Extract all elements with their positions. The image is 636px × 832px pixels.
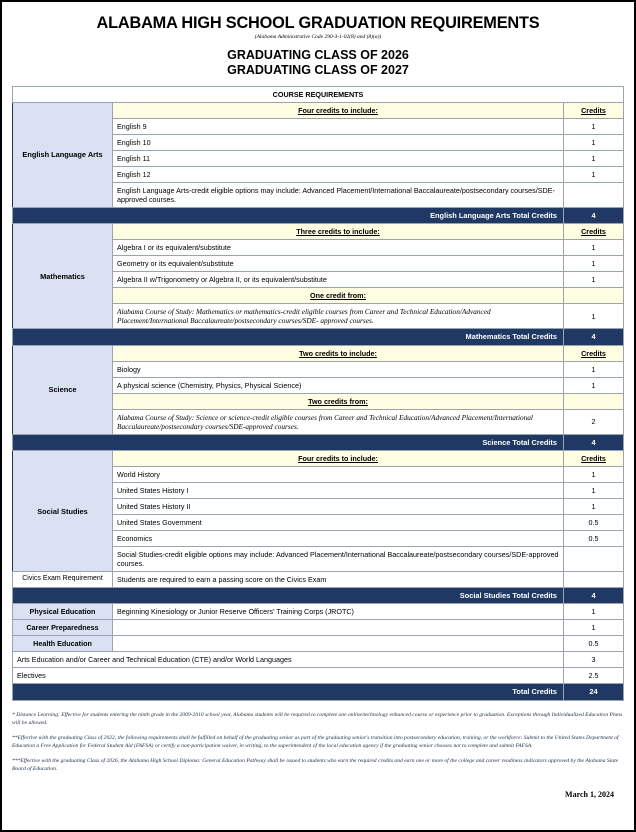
course-name: English Language Arts-credit eligible options may include: Advanced Placement/International Baccalaureate/postsecondary courses/SDE-approved courses. <box>113 183 564 208</box>
course-name: English 11 <box>113 151 564 167</box>
course-credits: 1 <box>564 604 624 620</box>
course-credits: 1 <box>564 151 624 167</box>
course-name: Alabama Course of Study: Science or science-credit eligible courses from Career and Technical Education/Advanced Placement/International Baccalaureate/postsecondary courses/SDE-approved courses. <box>113 409 564 434</box>
course-credits: 2 <box>564 409 624 434</box>
course-name: English 10 <box>113 135 564 151</box>
credits-header-math: Credits <box>564 224 624 240</box>
credits-header-science: Credits <box>564 345 624 361</box>
course-credits: 1 <box>564 467 624 483</box>
civics-exam-text: Students are required to earn a passing score on the Civics Exam <box>113 572 564 588</box>
total-row-math <box>13 329 624 345</box>
civics-row <box>13 572 624 588</box>
course-credits: 1 <box>564 256 624 272</box>
graduating-class-block <box>12 48 624 78</box>
instruction-science: Two credits to include: <box>113 345 564 361</box>
course-credits <box>564 183 624 208</box>
course-name: United States History II <box>113 499 564 515</box>
course-name: United States History I <box>113 483 564 499</box>
course-name <box>113 636 564 652</box>
requirements-table <box>12 86 624 701</box>
electives-credits: 2.5 <box>564 668 624 684</box>
table-row <box>13 451 624 467</box>
table-row <box>13 668 624 684</box>
course-credits: 1 <box>564 361 624 377</box>
instruction-science-2-credits <box>564 393 624 409</box>
course-name <box>113 620 564 636</box>
course-credits: 0.5 <box>564 531 624 547</box>
course-name: English 12 <box>113 167 564 183</box>
total-value: 4 <box>564 329 624 345</box>
total-label: English Language Arts Total Credits <box>13 208 564 224</box>
course-credits: 1 <box>564 304 624 329</box>
total-row-ela <box>13 208 624 224</box>
grand-total-row <box>13 684 624 700</box>
instruction-math: Three credits to include: <box>113 224 564 240</box>
total-value: 4 <box>564 208 624 224</box>
course-credits: 1 <box>564 167 624 183</box>
instruction-math-2-credits <box>564 288 624 304</box>
civics-exam-label: Civics Exam Requirement <box>13 572 113 588</box>
civics-exam-credits <box>564 572 624 588</box>
table-row <box>13 103 624 119</box>
table-row <box>13 636 624 652</box>
course-name: Social Studies-credit eligible options may include: Advanced Placement/International Baccalaureate/postsecondary courses/SDE-approved courses. <box>113 547 564 572</box>
table-row <box>13 604 624 620</box>
document-date: March 1, 2024 <box>565 790 614 800</box>
table-row <box>13 224 624 240</box>
course-name: A physical science (Chemistry, Physics, Physical Science) <box>113 377 564 393</box>
arts-cte-world-languages-label: Arts Education and/or Career and Technical Education (CTE) and/or World Languages <box>13 652 564 668</box>
course-credits: 1 <box>564 135 624 151</box>
footnote-general-education-pathway: ***Effective with the graduating Class of 2026, the Alabama High School Diploma: General Education Pathway shall be issued to students who earn the required credits and earn one or more of the college and career readiness indicators approved by the Alabama State Board of Education. <box>12 758 619 773</box>
course-credits: 1 <box>564 483 624 499</box>
graduating-class-2026: GRADUATING CLASS OF 2026 <box>227 48 409 62</box>
course-name: Geometry or its equivalent/substitute <box>113 256 564 272</box>
course-credits: 1 <box>564 620 624 636</box>
course-name: English 9 <box>113 119 564 135</box>
instruction-science-2: Two credits from: <box>113 393 564 409</box>
total-value: 4 <box>564 434 624 450</box>
course-credits: 1 <box>564 240 624 256</box>
course-name: Economics <box>113 531 564 547</box>
instruction-math-2: One credit from: <box>113 288 564 304</box>
subject-physical-education: Physical Education <box>13 604 113 620</box>
instruction-social-studies: Four credits to include: <box>113 451 564 467</box>
course-name: Biology <box>113 361 564 377</box>
course-credits: 1 <box>564 377 624 393</box>
subject-social-studies: Social Studies <box>13 451 113 572</box>
page-title: ALABAMA HIGH SCHOOL GRADUATION REQUIREMENTS <box>96 13 540 32</box>
page-subtitle: (Alabama Administrative Code 290-3-1-02(8) and (8)(a)) <box>254 34 382 40</box>
course-name: United States Government <box>113 515 564 531</box>
credits-header-ela: Credits <box>564 103 624 119</box>
footnotes <box>12 711 624 801</box>
footnote-distance-learning: * Distance Learning: Effective for students entering the ninth grade in the 2009-2010 school year, Alabama students will be required to complete one online/technology enhanced course or experience prior to graduation. Exceptions through Individualized Education Plans will be allowed. <box>12 711 623 726</box>
course-credits <box>564 547 624 572</box>
subject-english-language-arts: English Language Arts <box>13 103 113 208</box>
table-row <box>13 620 624 636</box>
total-label: Science Total Credits <box>13 434 564 450</box>
footnote-fafsa: **Effective with the graduating Class of 2022, the following requirements shall be fulfilled on behalf of the graduating senior as part of the graduating senior's transition into postsecondary education, training, or the workforce: Submit to the United States Department of Education a Free Application for Federal Student Aid (FAFSA) or certify a non-participation waiver, in writing, to the superintendent of the local education agency if the graduating senior chooses not to complete and submit FAFSA. <box>12 734 619 750</box>
course-name: Alabama Course of Study: Mathematics or mathematics-credit eligible courses from Career and Technical Education/Advanced Placement/International Baccalaureate/postsecondary courses/SDE- approved courses. <box>113 304 564 329</box>
arts-cte-world-languages-credits: 3 <box>564 652 624 668</box>
credits-header-social-studies: Credits <box>564 451 624 467</box>
subject-health-education: Health Education <box>13 636 113 652</box>
course-name: Algebra II w/Trigonometry or Algebra II, or its equivalent/substitute <box>113 272 564 288</box>
grand-total-value: 24 <box>564 684 624 700</box>
table-row <box>13 652 624 668</box>
course-name: Beginning Kinesiology or Junior Reserve Officers' Training Corps (JROTC) <box>113 604 564 620</box>
total-label: Social Studies Total Credits <box>13 588 564 604</box>
electives-label: Electives <box>13 668 564 684</box>
total-row-social-studies <box>13 588 624 604</box>
course-credits: 1 <box>564 272 624 288</box>
course-credits: 1 <box>564 119 624 135</box>
course-name: Algebra I or its equivalent/substitute <box>113 240 564 256</box>
course-credits: 0.5 <box>564 636 624 652</box>
course-credits: 0.5 <box>564 515 624 531</box>
course-credits: 1 <box>564 499 624 515</box>
subject-career-preparedness: Career Preparedness <box>13 620 113 636</box>
grand-total-label: Total Credits <box>13 684 564 700</box>
instruction-ela: Four credits to include: <box>113 103 564 119</box>
total-row-science <box>13 434 624 450</box>
subject-mathematics: Mathematics <box>13 224 113 329</box>
total-value: 4 <box>564 588 624 604</box>
table-row <box>13 345 624 361</box>
table-header-row <box>13 87 624 103</box>
graduating-class-2027: GRADUATING CLASS OF 2027 <box>227 63 409 77</box>
course-requirements-header: COURSE REQUIREMENTS <box>13 87 624 103</box>
subject-science: Science <box>13 345 113 434</box>
course-name: World History <box>113 467 564 483</box>
total-label: Mathematics Total Credits <box>13 329 564 345</box>
